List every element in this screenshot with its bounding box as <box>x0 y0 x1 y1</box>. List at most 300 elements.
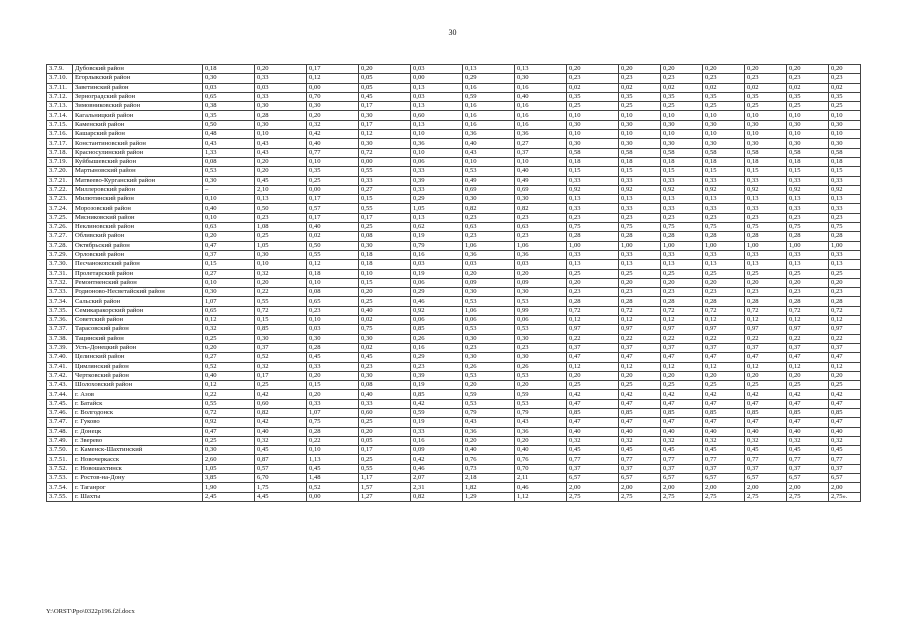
row-code: 3.7.37. <box>47 325 73 334</box>
row-code: 3.7.15. <box>47 120 73 129</box>
value-cell: 0,97 <box>661 325 703 334</box>
table-row <box>47 381 861 390</box>
value-cell: 0,92 <box>567 185 619 194</box>
value-cell: 0,35 <box>703 92 745 101</box>
value-cell: 0,03 <box>411 260 463 269</box>
value-cell: 0,40 <box>619 427 661 436</box>
value-cell: 0,42 <box>787 390 829 399</box>
value-cell: 0,47 <box>661 399 703 408</box>
value-cell: 0,00 <box>411 74 463 83</box>
value-cell: 0,13 <box>829 195 861 204</box>
value-cell: 2,10 <box>255 185 307 194</box>
value-cell: 0,37 <box>567 343 619 352</box>
value-cell: 0,97 <box>619 325 661 334</box>
value-cell: 0,13 <box>787 195 829 204</box>
value-cell: 0,47 <box>745 399 787 408</box>
value-cell: 0,57 <box>255 464 307 473</box>
value-cell: 0,33 <box>255 92 307 101</box>
value-cell: 0,36 <box>515 130 567 139</box>
value-cell: 0,32 <box>829 436 861 445</box>
value-cell: 0,40 <box>359 306 411 315</box>
value-cell: 0,23 <box>829 288 861 297</box>
value-cell: 0,26 <box>411 334 463 343</box>
district-name: Егорлыкский район <box>73 74 203 83</box>
value-cell: 0,25 <box>567 102 619 111</box>
value-cell: 0,20 <box>829 65 861 74</box>
value-cell: 0,17 <box>359 446 411 455</box>
value-cell: 0,55 <box>359 204 411 213</box>
value-cell: 0,23 <box>745 288 787 297</box>
value-cell: 0,28 <box>661 297 703 306</box>
value-cell: 0,12 <box>307 74 359 83</box>
value-cell: 0,47 <box>745 353 787 362</box>
value-cell: 1,07 <box>203 297 255 306</box>
value-cell: 0,60 <box>411 111 463 120</box>
value-cell: 0,23 <box>829 213 861 222</box>
value-cell: 0,85 <box>411 325 463 334</box>
value-cell: 0,10 <box>829 130 861 139</box>
value-cell: 0,02 <box>619 83 661 92</box>
table-row <box>47 223 861 232</box>
value-cell: 0,08 <box>359 381 411 390</box>
value-cell: 0,23 <box>619 288 661 297</box>
row-code: 3.7.42. <box>47 371 73 380</box>
value-cell: 0,85 <box>619 408 661 417</box>
value-cell: 2,75 <box>745 492 787 501</box>
value-cell: 0,39 <box>411 176 463 185</box>
value-cell: 0,65 <box>203 92 255 101</box>
value-cell: 0,05 <box>359 74 411 83</box>
value-cell: 1,00 <box>619 241 661 250</box>
value-cell: 0,12 <box>829 362 861 371</box>
value-cell: 0,16 <box>515 111 567 120</box>
value-cell: 0,25 <box>567 269 619 278</box>
table-row <box>47 130 861 139</box>
value-cell: 0,26 <box>515 362 567 371</box>
value-cell: 0,17 <box>307 213 359 222</box>
value-cell: 0,23 <box>661 288 703 297</box>
value-cell: 0,33 <box>703 176 745 185</box>
value-cell: 0,30 <box>359 111 411 120</box>
value-cell: 0,25 <box>829 102 861 111</box>
value-cell: 0,30 <box>619 120 661 129</box>
value-cell: 0,10 <box>255 260 307 269</box>
value-cell: 0,10 <box>255 130 307 139</box>
value-cell: 0,40 <box>703 427 745 436</box>
value-cell: 0,58 <box>787 148 829 157</box>
value-cell: 0,72 <box>619 306 661 315</box>
value-cell: 0,20 <box>515 269 567 278</box>
value-cell: 1,00 <box>829 241 861 250</box>
district-name: г. Каменск-Шахтинский <box>73 446 203 455</box>
value-cell: 0,00 <box>307 185 359 194</box>
value-cell: 0,40 <box>567 427 619 436</box>
value-cell: 0,25 <box>829 269 861 278</box>
value-cell: 0,16 <box>463 111 515 120</box>
value-cell: 1,00 <box>745 241 787 250</box>
table-row <box>47 483 861 492</box>
table-row <box>47 334 861 343</box>
value-cell: 0,30 <box>255 120 307 129</box>
table-row <box>47 250 861 259</box>
value-cell: 0,37 <box>703 343 745 352</box>
value-cell: 0,76 <box>463 455 515 464</box>
value-cell: 0,25 <box>703 381 745 390</box>
value-cell: 0,33 <box>567 204 619 213</box>
value-cell: 0,23 <box>703 74 745 83</box>
district-name: Каменский район <box>73 120 203 129</box>
value-cell: 0,30 <box>515 288 567 297</box>
value-cell: 0,32 <box>255 362 307 371</box>
value-cell: 0,37 <box>787 343 829 352</box>
value-cell: 0,28 <box>703 232 745 241</box>
table-row <box>47 74 861 83</box>
row-code: 3.7.35. <box>47 306 73 315</box>
value-cell: 0,77 <box>745 455 787 464</box>
value-cell: 0,12 <box>703 316 745 325</box>
value-cell: 0,32 <box>255 269 307 278</box>
value-cell: 0,52 <box>203 362 255 371</box>
value-cell: 1,06 <box>463 241 515 250</box>
value-cell: 0,33 <box>829 176 861 185</box>
value-cell: 0,13 <box>411 213 463 222</box>
value-cell: 0,12 <box>745 362 787 371</box>
value-cell: 2,00 <box>703 483 745 492</box>
value-cell: 0,33 <box>359 399 411 408</box>
value-cell: 0,30 <box>359 334 411 343</box>
value-cell: 0,23 <box>515 232 567 241</box>
value-cell: 0,23 <box>463 232 515 241</box>
value-cell: 0,79 <box>411 241 463 250</box>
value-cell: 2,75 <box>567 492 619 501</box>
value-cell: 0,37 <box>619 464 661 473</box>
value-cell: 0,72 <box>745 306 787 315</box>
value-cell: 1,06 <box>463 306 515 315</box>
value-cell: 0,12 <box>203 316 255 325</box>
value-cell: 0,77 <box>661 455 703 464</box>
value-cell: 2,31 <box>411 483 463 492</box>
value-cell: 0,55 <box>307 250 359 259</box>
value-cell: 0,20 <box>745 278 787 287</box>
value-cell: 0,12 <box>787 316 829 325</box>
value-cell: 1,33 <box>203 148 255 157</box>
value-cell: 0,32 <box>307 120 359 129</box>
value-cell: 0,85 <box>787 408 829 417</box>
value-cell: 0,27 <box>359 185 411 194</box>
row-code: 3.7.31. <box>47 269 73 278</box>
value-cell: 0,58 <box>567 148 619 157</box>
value-cell: 0,10 <box>567 111 619 120</box>
value-cell: 0,23 <box>787 288 829 297</box>
value-cell: 0,16 <box>463 83 515 92</box>
value-cell: 0,19 <box>411 232 463 241</box>
value-cell: 0,23 <box>745 74 787 83</box>
value-cell: 0,59 <box>463 390 515 399</box>
value-cell: 0,28 <box>745 232 787 241</box>
value-cell: 0,10 <box>203 278 255 287</box>
value-cell: 0,20 <box>703 278 745 287</box>
value-cell: 6,57 <box>661 474 703 483</box>
district-name: Морозовский район <box>73 204 203 213</box>
value-cell: 0,20 <box>619 371 661 380</box>
value-cell: 0,30 <box>787 120 829 129</box>
value-cell: 0,20 <box>567 371 619 380</box>
value-cell: 0,39 <box>411 371 463 380</box>
value-cell: 0,30 <box>463 334 515 343</box>
district-name: Милютинский район <box>73 195 203 204</box>
value-cell: 0,33 <box>703 250 745 259</box>
value-cell: 0,12 <box>203 381 255 390</box>
value-cell: 0,35 <box>829 92 861 101</box>
table-row <box>47 92 861 101</box>
value-cell: 0,00 <box>359 157 411 166</box>
value-cell: 0,13 <box>515 65 567 74</box>
value-cell: 0,30 <box>567 120 619 129</box>
table-row <box>47 204 861 213</box>
value-cell: 0,29 <box>411 195 463 204</box>
value-cell: 0,19 <box>411 418 463 427</box>
value-cell: 4,45 <box>255 492 307 501</box>
value-cell: 0,22 <box>255 288 307 297</box>
value-cell: 0,10 <box>745 130 787 139</box>
value-cell: 0,06 <box>411 157 463 166</box>
value-cell: 1,07 <box>307 408 359 417</box>
table-row <box>47 371 861 380</box>
value-cell: 0,82 <box>255 408 307 417</box>
value-cell: 0,23 <box>255 213 307 222</box>
value-cell: 0,10 <box>307 316 359 325</box>
value-cell: 0,35 <box>203 111 255 120</box>
value-cell: 0,77 <box>567 455 619 464</box>
value-cell: 0,72 <box>359 148 411 157</box>
value-cell: 0,50 <box>255 204 307 213</box>
value-cell: 0,20 <box>203 343 255 352</box>
value-cell: 0,28 <box>619 297 661 306</box>
row-code: 3.7.54. <box>47 483 73 492</box>
value-cell: 0,09 <box>411 446 463 455</box>
table-row <box>47 278 861 287</box>
value-cell: 0,69 <box>515 185 567 194</box>
row-code: 3.7.38. <box>47 334 73 343</box>
value-cell: 0,58 <box>661 148 703 157</box>
row-code: 3.7.21. <box>47 176 73 185</box>
table-row <box>47 157 861 166</box>
value-cell: 0,92 <box>745 185 787 194</box>
value-cell: 0,15 <box>661 167 703 176</box>
value-cell: 0,12 <box>745 316 787 325</box>
value-cell: 0,30 <box>745 139 787 148</box>
value-cell: 0,20 <box>661 65 703 74</box>
table-row <box>47 343 861 352</box>
value-cell: 0,29 <box>463 74 515 83</box>
row-code: 3.7.16. <box>47 130 73 139</box>
district-name: г. Волгодонск <box>73 408 203 417</box>
value-cell: 2,75 <box>619 492 661 501</box>
value-cell: 0,40 <box>255 427 307 436</box>
value-cell: 0,33 <box>703 204 745 213</box>
value-cell: 0,47 <box>619 399 661 408</box>
value-cell: 0,23 <box>567 213 619 222</box>
value-cell: 0,13 <box>661 260 703 269</box>
value-cell: 0,20 <box>515 381 567 390</box>
value-cell: 0,28 <box>787 232 829 241</box>
value-cell: 0,35 <box>307 167 359 176</box>
value-cell: 0,23 <box>619 74 661 83</box>
value-cell: 0,30 <box>661 139 703 148</box>
value-cell: 0,53 <box>515 297 567 306</box>
table-row <box>47 316 861 325</box>
value-cell: 0,12 <box>619 316 661 325</box>
value-cell: 0,42 <box>567 390 619 399</box>
value-cell: 0,49 <box>515 176 567 185</box>
value-cell: 0,22 <box>203 390 255 399</box>
value-cell: 0,37 <box>787 464 829 473</box>
value-cell: 0,33 <box>661 176 703 185</box>
value-cell: 0,37 <box>745 464 787 473</box>
value-cell: 0,03 <box>515 260 567 269</box>
value-cell: 0,33 <box>619 176 661 185</box>
value-cell: 0,43 <box>463 148 515 157</box>
value-cell: 0,28 <box>307 427 359 436</box>
value-cell: 0,16 <box>463 120 515 129</box>
value-cell: 0,10 <box>203 195 255 204</box>
value-cell: 0,30 <box>703 139 745 148</box>
value-cell: 0,65 <box>307 297 359 306</box>
value-cell: 0,13 <box>411 102 463 111</box>
value-cell: 0,28 <box>703 297 745 306</box>
value-cell: 0,27 <box>203 269 255 278</box>
value-cell: 0,76 <box>515 455 567 464</box>
value-cell: 0,30 <box>745 120 787 129</box>
value-cell: 0,25 <box>359 223 411 232</box>
value-cell: 0,40 <box>829 427 861 436</box>
value-cell: 0,33 <box>307 399 359 408</box>
district-name: Куйбышевский район <box>73 157 203 166</box>
value-cell: 0,42 <box>619 390 661 399</box>
value-cell: 0,30 <box>203 288 255 297</box>
value-cell: 0,02 <box>359 316 411 325</box>
value-cell: 0,30 <box>359 241 411 250</box>
value-cell: 0,33 <box>829 204 861 213</box>
row-code: 3.7.41. <box>47 362 73 371</box>
value-cell: 0,20 <box>787 65 829 74</box>
row-code: 3.7.10. <box>47 74 73 83</box>
district-name: Орловский район <box>73 250 203 259</box>
value-cell: 0,33 <box>745 250 787 259</box>
table-row <box>47 446 861 455</box>
value-cell: 0,10 <box>703 130 745 139</box>
value-cell: 0,75 <box>661 223 703 232</box>
value-cell: 0,92 <box>661 185 703 194</box>
value-cell: 0,43 <box>255 148 307 157</box>
value-cell: 0,32 <box>703 436 745 445</box>
value-cell: 0,06 <box>463 316 515 325</box>
value-cell: 0,32 <box>255 436 307 445</box>
table-row <box>47 474 861 483</box>
value-cell: 0,50 <box>307 241 359 250</box>
value-cell: 0,10 <box>619 130 661 139</box>
value-cell: 0,43 <box>515 418 567 427</box>
value-cell: 0,33 <box>787 250 829 259</box>
value-cell: 0,55 <box>359 464 411 473</box>
value-cell: 1,82 <box>463 483 515 492</box>
district-name: Ремонтненский район <box>73 278 203 287</box>
value-cell: 0,47 <box>661 418 703 427</box>
value-cell: 0,75 <box>619 223 661 232</box>
value-cell: 0,40 <box>661 427 703 436</box>
value-cell: 0,02 <box>661 83 703 92</box>
value-cell: 0,47 <box>203 427 255 436</box>
value-cell: 0,57 <box>307 204 359 213</box>
value-cell: 0,23 <box>567 288 619 297</box>
value-cell: 0,20 <box>829 371 861 380</box>
district-name: г. Батайск <box>73 399 203 408</box>
district-name: г. Таганрог <box>73 483 203 492</box>
value-cell: 0,20 <box>307 371 359 380</box>
value-cell: 1,00 <box>567 241 619 250</box>
value-cell: 0,22 <box>307 436 359 445</box>
value-cell: 0,53 <box>463 325 515 334</box>
value-cell: 0,59 <box>515 390 567 399</box>
value-cell: 0,45 <box>619 446 661 455</box>
value-cell: 2,00 <box>661 483 703 492</box>
value-cell: 2,11 <box>515 474 567 483</box>
value-cell: 0,17 <box>359 213 411 222</box>
district-name: Сальский район <box>73 297 203 306</box>
value-cell: 2,00 <box>567 483 619 492</box>
value-cell: 0,40 <box>463 446 515 455</box>
value-cell: 2,00 <box>745 483 787 492</box>
value-cell: 0,20 <box>307 390 359 399</box>
row-code: 3.7.14. <box>47 111 73 120</box>
table-row <box>47 399 861 408</box>
value-cell: 0,33 <box>661 250 703 259</box>
value-cell: 0,33 <box>567 250 619 259</box>
district-name: Родионово-Несветайский район <box>73 288 203 297</box>
value-cell: 0,77 <box>619 455 661 464</box>
value-cell: 0,23 <box>703 288 745 297</box>
value-cell: 0,75 <box>307 418 359 427</box>
value-cell: 0,35 <box>661 92 703 101</box>
value-cell: 0,47 <box>829 353 861 362</box>
value-cell: 6,57 <box>703 474 745 483</box>
table-row <box>47 390 861 399</box>
value-cell: 0,30 <box>203 74 255 83</box>
value-cell: 2,60 <box>203 455 255 464</box>
row-code: 3.7.28. <box>47 241 73 250</box>
value-cell: 0,10 <box>359 269 411 278</box>
value-cell: 1,90 <box>203 483 255 492</box>
value-cell: 0,58 <box>619 148 661 157</box>
value-cell: 0,28 <box>787 297 829 306</box>
value-cell: 0,55 <box>203 399 255 408</box>
value-cell: 0,13 <box>463 65 515 74</box>
value-cell: 0,25 <box>661 381 703 390</box>
value-cell: 0,16 <box>515 83 567 92</box>
value-cell: 6,57 <box>745 474 787 483</box>
district-name: Дубовский район <box>73 65 203 74</box>
value-cell: 0,15 <box>255 316 307 325</box>
value-cell: 0,25 <box>307 176 359 185</box>
value-cell: 0,45 <box>359 353 411 362</box>
value-cell: 1,29 <box>463 492 515 501</box>
district-name: Целинский район <box>73 353 203 362</box>
value-cell: 0,16 <box>463 102 515 111</box>
table-row <box>47 492 861 501</box>
value-cell: 0,37 <box>661 343 703 352</box>
value-cell: 0,10 <box>619 111 661 120</box>
value-cell: 0,92 <box>829 185 861 194</box>
